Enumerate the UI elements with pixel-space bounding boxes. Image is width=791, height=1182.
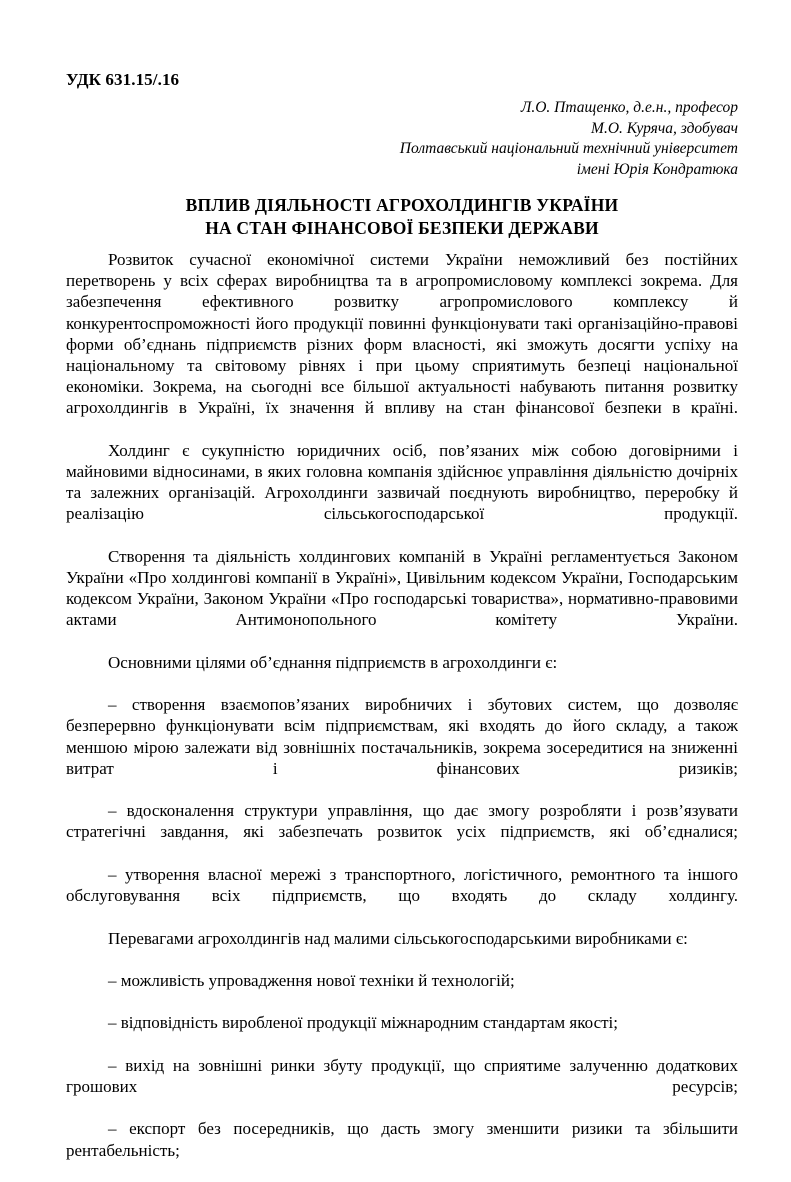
list-item: – вихід на зовнішні ринки збуту продукції, що сприятиме залученню додаткових грошових ресурсів;: [66, 1055, 738, 1096]
title-line-1: ВПЛИВ ДІЯЛЬНОСТІ АГРОХОЛДИНГІВ УКРАЇНИ: [185, 195, 619, 215]
body-paragraph: Створення та діяльність холдингових компаній в Україні регламентується Законом України «Про холдингові компанії в Україні», Цивільним кодексом України, Господарським кодексом України, Законом України «Про господарські товариства», нормативно-правовими актами Антимонопольного комітету України.: [66, 546, 738, 630]
list-intro: Основними цілями об’єднання підприємств в агрохолдинги є:: [108, 652, 558, 672]
affiliation-line-2: імені Юрія Кондратюка: [576, 160, 738, 178]
affiliation-line-1: Полтавський національний технічний університет: [399, 140, 738, 157]
list-item: – утворення власної мережі з транспортного, логістичного, ремонтного та іншого обслуговування всіх підприємств, що входять до складу холдингу.: [66, 864, 738, 906]
page-title: [66, 194, 738, 240]
body-paragraph: Розвиток сучасної економічної системи України неможливий без постійних перетворень у всіх сферах виробництва та в агропромисловому комплексі зокрема. Для забезпечення ефективного розвитку агропромислового комплексу й конкурентоспроможності його продукції повинні функціонувати такі організаційно-правові форми об’єднань підприємств різних форм власності, які зможуть досягти успіху на національному та світовому рівнях і при цьому сприятимуть безпеці національної економіки. Зокрема, на сьогодні все більшої актуальності набувають питання розвитку агрохолдингів в Україні, їх значення й впливу на стан фінансової безпеки в країні.: [66, 250, 738, 418]
list-item: – створення взаємопов’язаних виробничих і збутових систем, що дозволяє безперервно функціонувати всім підприємствам, які входять до його складу, а також меншою мірою залежати від зовнішніх постачальників, зокрема зосередитися на зниженні витрат і фінансових ризиків;: [66, 695, 738, 778]
list-intro: Перевагами агрохолдингів над малими сільськогосподарськими виробниками є:: [108, 928, 688, 948]
list-item: – експорт без посередників, що дасть змогу зменшити ризики та збільшити рентабельність;: [66, 1119, 738, 1160]
list-item: – можливість упровадження нової техніки й технологій;: [108, 970, 515, 990]
author-line-1: Л.О. Птащенко, д.е.н., професор: [520, 99, 738, 116]
author-block: [66, 98, 738, 180]
list-item: – відповідність виробленої продукції міжнародним стандартам якості;: [108, 1013, 618, 1033]
udc-code: УДК 631.15/.16: [66, 70, 180, 89]
body-paragraph: Холдинг є сукупністю юридичних осіб, пов’язаних між собою договірними і майновими відносинами, в яких головна компанія здійснює управління діяльністю дочірніх та залежних організацій. Агрохолдинги зазвичай поєднують виробництво, переробку й реалізацію сільськогосподарської продукції.: [66, 440, 738, 524]
document-content: [66, 70, 738, 1182]
list-item: – вдосконалення структури управління, що дає змогу розробляти і розв’язувати стратегічні завдання, які забезпечать розвиток усіх підприємств, які об’єдналися;: [66, 801, 738, 842]
author-line-2: М.О. Куряча, здобувач: [591, 119, 738, 137]
title-line-2: НА СТАН ФІНАНСОВОЇ БЕЗПЕКИ ДЕРЖАВИ: [205, 218, 599, 238]
